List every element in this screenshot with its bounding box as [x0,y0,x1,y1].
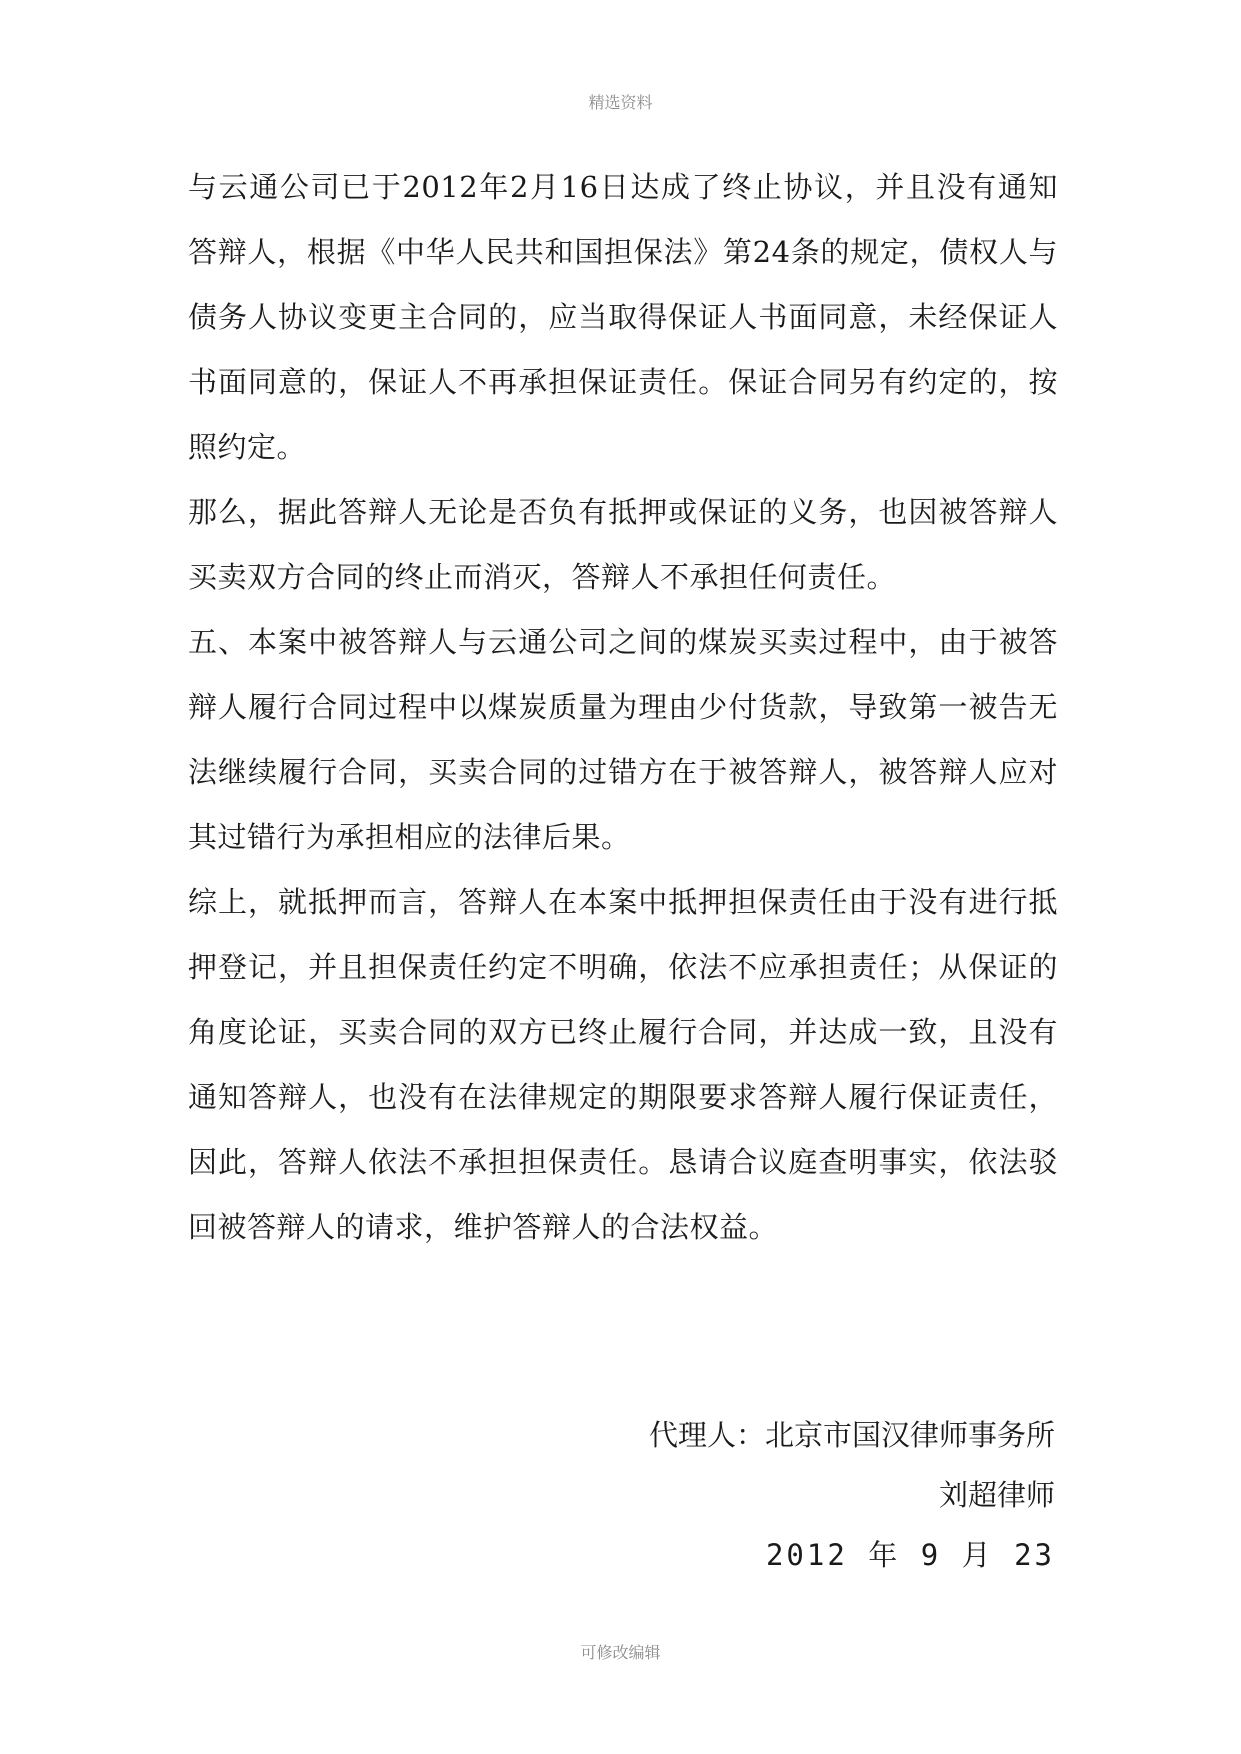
paragraph-point-five: 五、本案中被答辩人与云通公司之间的煤炭买卖过程中，由于被答辩人履行合同过程中以煤炭质量为理由少付货款，导致第一被告无法继续履行合同，买卖合同的过错方在于被答辩人，被答辩人应对其过错行为承担相应的法律后果。 [188,625,1058,854]
document-body [188,155,1058,1260]
paragraph-conclusion: 综上，就抵押而言，答辩人在本案中抵押担保责任由于没有进行抵押登记，并且担保责任约定不明确，依法不应承担责任；从保证的角度论证，买卖合同的双方已终止履行合同，并达成一致，且没有通知答辩人，也没有在法律规定的期限要求答辩人履行保证责任，因此，答辩人依法不承担担保责任。恳请合议庭查明事实，依法驳回被答辩人的请求，维护答辩人的合法权益。 [188,885,1058,1244]
page-footer-note: 可修改编辑 [580,1643,661,1662]
page-header-note: 精选资料 [588,93,653,112]
paragraph-termination-agreement: 与云通公司已于2012年2月16日达成了终止协议，并且没有通知答辩人，根据《中华人民共和国担保法》第24条的规定，债权人与债务人协议变更主合同的，应当取得保证人书面同意，未经保证人书面同意的，保证人不再承担保证责任。保证合同另有约定的，按照约定。 [188,170,1058,464]
signature-lawyer: 刘超律师 [938,1478,1055,1512]
signature-date: 2012 年 9 月 23 [765,1538,1055,1572]
signature-block [649,1405,1055,1585]
paragraph-no-liability: 那么，据此答辩人无论是否负有抵押或保证的义务，也因被答辩人买卖双方合同的终止而消灭，答辩人不承担任何责任。 [188,495,1058,594]
signature-agent: 代理人：北京市国汉律师事务所 [648,1418,1055,1452]
